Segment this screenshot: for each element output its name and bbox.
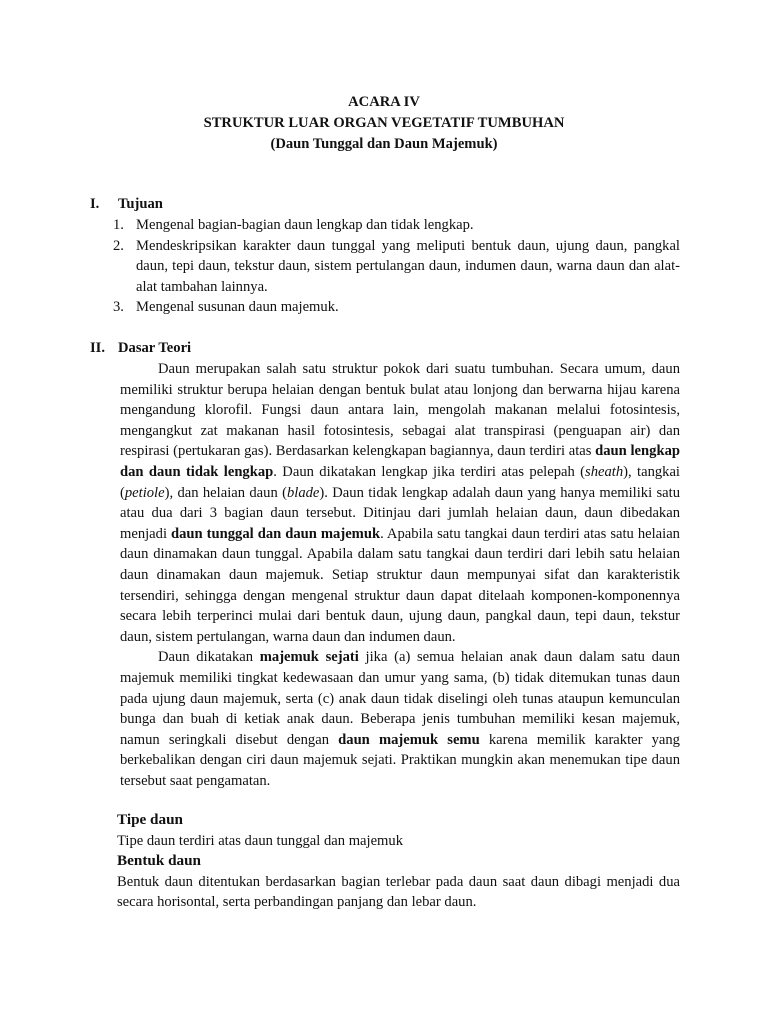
list-item [113, 215, 680, 236]
section-tujuan [90, 194, 680, 318]
paragraph-1: Daun merupakan salah satu struktur pokok dari suatu tumbuhan. Secara umum, daun memiliki struktur berupa helaian dengan bentuk bulat atau lonjong dan berwarna hijau karena mengandung klorofil. Fungsi daun antara lain, mengolah makanan melalui fotosintesis, mengangkut zat makanan hasil fotosintesis, sebagai alat transpirasi (penguapan air) dan respirasi (pertukaran gas). Berdasarkan kelengkapan bagiannya, daun terdiri atas daun lengkap dan daun tidak lengkap. Daun dikatakan lengkap jika terdiri atas pelepah (sheath), tangkai (petiole), dan helaian daun (blade). Daun tidak lengkap adalah daun yang hanya memiliki satu atau dua dari 3 bagian daun tersebut. Ditinjau dari jumlah helaian daun, daun dibedakan menjadi daun tunggal dan daun majemuk. Apabila satu tangkai daun terdiri atas satu helaian daun dinamakan daun tunggal. Apabila dalam satu tangkai daun terdiri dari lebih satu helaian daun dinamakan daun majemuk. Setiap struktur daun mempunyai sifat dan karakteristik tersendiri, sehingga dengan mengenal struktur daun dapat ditelaah komponen-komponennya secara lebih terperinci mulai dari bentuk daun, ujung daun, pangkal daun, tepi daun, tekstur daun, sistem pertulangan, warna daun dan indumen daun. [120, 361, 680, 645]
subsection-title: Tipe daun [117, 811, 183, 828]
section-heading [90, 194, 680, 215]
section-title: Dasar Teori [118, 340, 192, 356]
subsection-text: Bentuk daun ditentukan berdasarkan bagian terlebar pada daun saat daun dibagi menjadi dua secara horisontal, serta perbandingan panjang dan lebar daun. [117, 873, 680, 911]
section-title: Tujuan [118, 196, 163, 212]
subsection-title: Bentuk daun [117, 852, 201, 869]
title-line-3: (Daun Tunggal dan Daun Majemuk) [270, 136, 498, 152]
objective-list [113, 215, 680, 318]
title-line-2: STRUKTUR LUAR ORGAN VEGETATIF TUMBUHAN [203, 115, 565, 131]
section-number: II. [90, 340, 106, 356]
section-number: I. [90, 196, 100, 212]
list-item-text: Mengenal bagian-bagian daun lengkap dan tidak lengkap. [136, 217, 474, 233]
list-item-number: 2. [113, 237, 124, 254]
title-line-1: ACARA IV [348, 94, 420, 110]
list-item [113, 236, 680, 298]
list-item-text: Mengenal susunan daun majemuk. [136, 299, 339, 316]
subsection-bentuk-daun [117, 851, 680, 913]
subsection-text: Tipe daun terdiri atas daun tunggal dan majemuk [117, 832, 404, 849]
paragraph-2: Daun dikatakan majemuk sejati jika (a) semua helaian anak daun dalam satu daun majemuk memiliki tingkat kedewasaan dan umur yang sama, (b) tidak ditemukan tunas daun pada ujung daun majemuk, serta (c) anak daun tidak diselingi oleh tunas ataupun kemunculan bunga dan buah di ketiak anak daun. Beberapa jenis tumbuhan memiliki kesan majemuk, namun seringkali disebut dengan daun majemuk semu karena memilik karakter yang berkebalikan dengan ciri daun majemuk sejati. Praktikan mungkin akan menemukan tipe daun tersebut saat pengamatan. [120, 649, 681, 789]
section-dasar-teori [90, 338, 680, 791]
document-title [0, 92, 768, 155]
list-item [113, 297, 680, 318]
list-item-number: 3. [113, 299, 124, 316]
list-item-number: 1. [113, 217, 124, 233]
list-item-text: Mendeskripsikan karakter daun tunggal yang meliputi bentuk daun, ujung daun, pangkal daun, tepi daun, tekstur daun, sistem pertulangan daun, indumen daun, warna daun dan alat-alat tambahan lainnya. [136, 237, 680, 295]
section-heading [90, 338, 680, 359]
subsection-tipe-daun [117, 810, 680, 851]
